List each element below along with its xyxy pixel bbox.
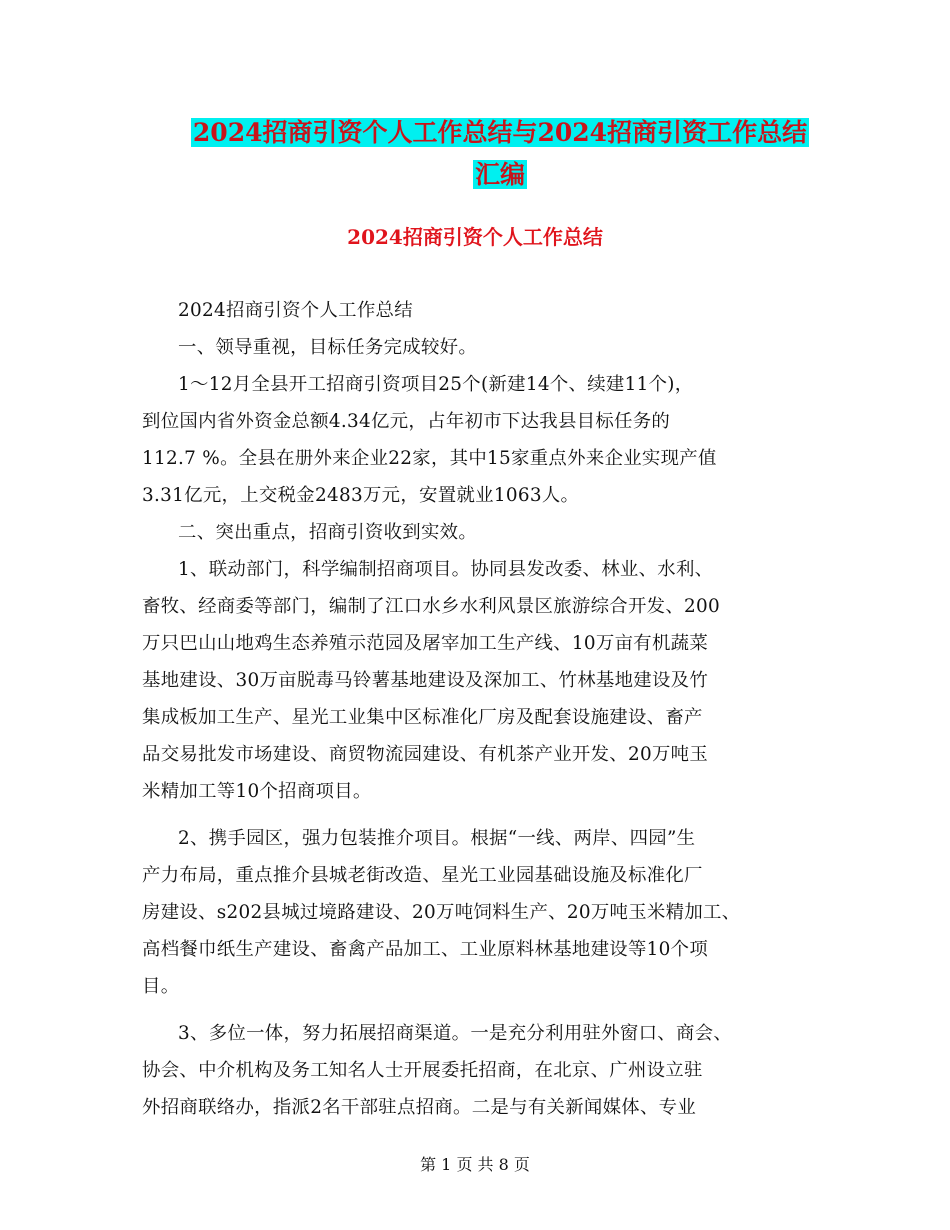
paragraph-line: 112.7 %。全县在册外来企业22家，其中15家重点外来企业实现产值 xyxy=(142,448,717,469)
paragraph-line: 品交易批发市场建设、商贸物流园建设、有机茶产业开发、20万吨玉 xyxy=(142,744,709,765)
section-title: 2024招商引资个人工作总结 xyxy=(347,225,603,249)
document-title-line2: 汇编 xyxy=(474,160,525,189)
paragraph xyxy=(142,292,832,329)
paragraph-line: 二、突出重点，招商引资收到实效。 xyxy=(178,522,478,543)
paragraph-line: 1、联动部门，科学编制招商项目。协同县发改委、林业、水利、 xyxy=(178,559,714,580)
paragraph-line: 畜牧、经商委等部门，编制了江口水乡水利风景区旅游综合开发、200 xyxy=(142,596,721,617)
document-title-line1: 2024招商引资个人工作总结与2024招商引资工作总结 xyxy=(192,118,808,147)
paragraph xyxy=(142,514,832,551)
paragraph-line: 3.31亿元，上交税金2483万元，安置就业1063人。 xyxy=(142,485,580,506)
document-title xyxy=(140,112,860,196)
paragraph-line: 1～12月全县开工招商引资项目25个(新建14个、续建11个)， xyxy=(178,374,694,395)
paragraph-line: 目。 xyxy=(142,976,180,997)
paragraph-line: 3、多位一体，努力拓展招商渠道。一是充分利用驻外窗口、商会、 xyxy=(178,1023,733,1044)
paragraph-line: 集成板加工生产、星光工业集中区标准化厂房及配套设施建设、畜产 xyxy=(142,707,703,728)
document-body xyxy=(142,292,832,1126)
paragraph-line: 到位国内省外资金总额4.34亿元，占年初市下达我县目标任务的 xyxy=(142,411,671,432)
paragraph xyxy=(142,551,832,810)
paragraph-line: 产力布局，重点推介县城老街改造、星光工业园基础设施及标准化厂 xyxy=(142,865,703,886)
paragraph-line: 基地建设、30万亩脱毒马铃薯基地建设及深加工、竹林基地建设及竹 xyxy=(142,670,709,691)
paragraph-line: 高档餐巾纸生产建设、畜禽产品加工、工业原料林基地建设等10个项 xyxy=(142,939,709,960)
paragraph-line: 协会、中介机构及务工知名人士开展委托招商，在北京、广州设立驻 xyxy=(142,1060,703,1081)
paragraph-line: 2、携手园区，强力包装推介项目。根据“一线、两岸、四园”生 xyxy=(178,828,696,849)
paragraph-line: 外招商联络办，指派2名干部驻点招商。二是与有关新闻媒体、专业 xyxy=(142,1097,697,1118)
paragraph-line: 房建设、s202县城过境路建设、20万吨饲料生产、20万吨玉米精加工、 xyxy=(142,902,741,923)
paragraph xyxy=(142,1015,832,1126)
paragraph-line: 万只巴山山地鸡生态养殖示范园及屠宰加工生产线、10万亩有机蔬菜 xyxy=(142,633,709,654)
paragraph-line: 一、领导重视，目标任务完成较好。 xyxy=(178,337,478,358)
paragraph xyxy=(142,366,832,514)
paragraph xyxy=(142,329,832,366)
paragraph-line: 2024招商引资个人工作总结 xyxy=(178,300,413,321)
paragraph xyxy=(142,820,832,1005)
paragraph-line: 米精加工等10个招商项目。 xyxy=(142,781,372,802)
page-footer: 第 1 页 共 8 页 xyxy=(420,1155,530,1174)
